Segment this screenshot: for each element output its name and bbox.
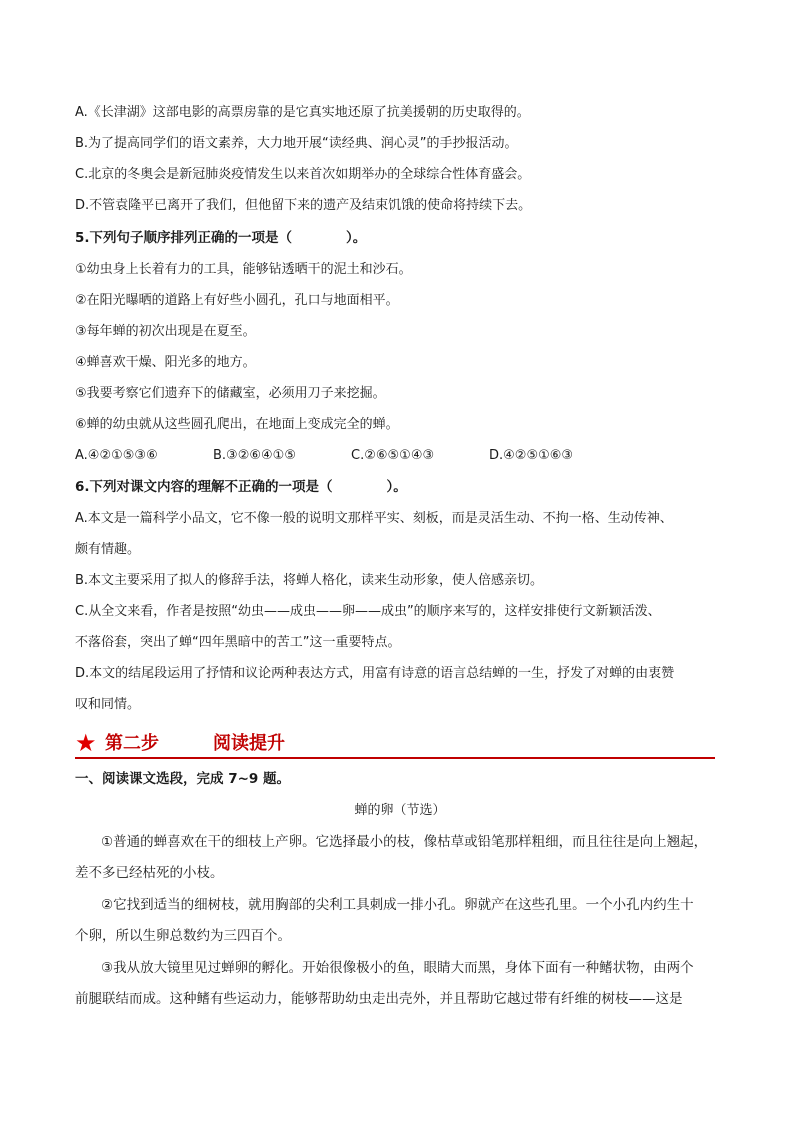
passage-line-2: 差不多已经枯死的小枝。: [75, 865, 224, 881]
q6-line-5: 不落俗套，突出了蝉“四年黑暗中的苦工”这一重要特点。: [75, 635, 401, 650]
q5-sentence-3: ③每年蝉的初次出现是在夏至。: [75, 324, 256, 339]
q5-option-c: C.②⑥⑤①④③: [351, 448, 435, 463]
q5-title: 5.下列句子顺序排列正确的一项是（ ）。: [75, 230, 367, 246]
q4-option-b: B.为了提高同学们的语文素养，大力地开展“读经典、润心灵”的手抄报活动。: [75, 136, 518, 151]
q5-options: [75, 447, 725, 465]
q5-option-d: D.④②⑤①⑥③: [489, 448, 574, 463]
q6-line-6: D.本文的结尾段运用了抒情和议论两种表达方式，用富有诗意的语言总结蝉的一生，抒发了对蝉的由衷赞: [75, 666, 675, 681]
q5-sentence-5: ⑤我要考察它们遗弃下的储藏室，必须用刀子来挖掘。: [75, 386, 386, 401]
q6-title: 6.下列对课文内容的理解不正确的一项是（ ）。: [75, 479, 407, 495]
passage-line-5: ③我从放大镜里见过蝉卵的孵化。开始很像极小的鱼，眼睛大而黑，身体下面有一种鳍状物，由两个: [101, 960, 694, 976]
q6-line-2: 颇有情趣。: [75, 542, 141, 557]
q6-line-7: 叹和同情。: [75, 697, 141, 712]
passage-line-3: ②它找到适当的细树枝，就用胸部的尖利工具刺成一排小孔。卵就产在这些孔里。一个小孔内约生十: [101, 897, 694, 913]
q5-sentence-1: ①幼虫身上长着有力的工具，能够钻透晒干的泥土和沙石。: [75, 262, 412, 277]
q5-sentence-6: ⑥蝉的幼虫就从这些圆孔爬出，在地面上变成完全的蝉。: [75, 417, 399, 432]
q5-sentence-4: ④蝉喜欢干燥、阳光多的地方。: [75, 355, 256, 370]
q6-line-3: B.本文主要采用了拟人的修辞手法，将蝉人格化，读来生动形象，使人倍感亲切。: [75, 573, 544, 588]
q6-line-4: C.从全文来看，作者是按照“幼虫——成虫——卵——成虫”的顺序来写的，这样安排使行文新颖活泼、: [75, 604, 661, 619]
passage-line-6: 前腿联结而成。这种鳍有些运动力，能够帮助幼虫走出壳外，并且帮助它越过带有纤维的树枝——这是: [75, 991, 683, 1007]
star-icon: ★: [75, 729, 97, 757]
q6-line-1: A.本文是一篇科学小品文，它不像一般的说明文那样平实、刻板，而是灵活生动、不拘一格、生动传神、: [75, 511, 673, 526]
q5-option-a: A.④②①⑤③⑥: [75, 448, 158, 463]
q5-sentence-2: ②在阳光曝晒的道路上有好些小圆孔，孔口与地面相平。: [75, 293, 399, 308]
q4-option-c: C.北京的冬奥会是新冠肺炎疫情发生以来首次如期举办的全球综合性体育盛会。: [75, 167, 531, 182]
section-header: [75, 731, 715, 759]
passage-title: 蝉的卵（节选）: [354, 803, 446, 818]
passage-line-4: 个卵，所以生卵总数约为三四百个。: [75, 928, 291, 944]
q4-option-d: D.不管袁隆平已离开了我们，但他留下来的遗产及结束饥饿的使命将持续下去。: [75, 198, 532, 213]
q5-option-b: B.③②⑥④①⑤: [213, 448, 296, 463]
q4-option-a: A.《长津湖》这部电影的高票房靠的是它真实地还原了抗美援朝的历史取得的。: [75, 105, 530, 120]
section-title: 阅读提升: [213, 733, 285, 754]
section-step: 第二步: [105, 733, 159, 754]
passage-line-1: ①普通的蝉喜欢在干的细枝上产卵。它选择最小的枝，像枯草或铅笔那样粗细，而且往往是向上翘起，: [101, 834, 708, 850]
reading-instruction: 一、阅读课文选段，完成 7~9 题。: [75, 771, 290, 787]
